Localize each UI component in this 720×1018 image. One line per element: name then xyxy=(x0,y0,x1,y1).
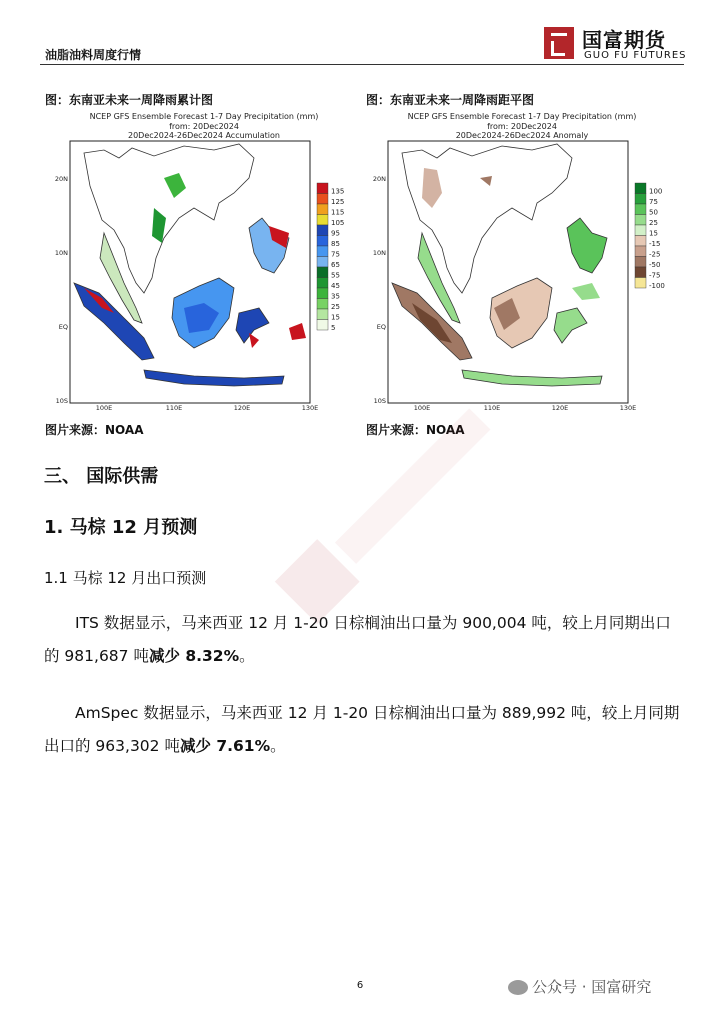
paragraph-text: ITS 数据显示，马来西亚 12 月 1-20 日棕榈油出口量为 900,004 吨，较上月同期出口的 981,687 吨 xyxy=(44,614,671,665)
wechat-icon xyxy=(508,980,528,995)
paragraph-amspec xyxy=(44,697,684,763)
legend-label: 35 xyxy=(331,292,340,301)
legend-swatch xyxy=(317,309,328,320)
legend-label: 65 xyxy=(331,261,340,269)
company-logo xyxy=(544,25,687,63)
legend-swatch xyxy=(635,246,646,257)
precipitation-accumulation-map xyxy=(44,108,364,416)
figure-right-source: 图片来源：NOAA xyxy=(366,423,465,437)
legend-label: 125 xyxy=(331,198,345,206)
legend-label: -25 xyxy=(649,250,661,259)
header-divider xyxy=(40,64,684,65)
wechat-label: 公众号 · 国富研究 xyxy=(532,978,652,996)
legend-swatch xyxy=(635,278,646,289)
paragraph-end: 。 xyxy=(239,647,255,665)
legend-swatch xyxy=(317,225,328,236)
map-title-line-1: NCEP GFS Ensemble Forecast 1-7 Day Precipitation (mm) xyxy=(407,112,637,121)
legend-label: -50 xyxy=(649,261,661,269)
paragraph-text: AmSpec 数据显示，马来西亚 12 月 1-20 日棕榈油出口量为 889,992 吨，较上月同期出口的 963,302 吨 xyxy=(44,704,680,755)
legend-label: 135 xyxy=(331,187,345,196)
figure-left-caption: 图：东南亚未来一周降雨累计图 xyxy=(45,93,214,107)
lat-label-eq: EQ xyxy=(376,323,386,331)
lat-label-20n: 20N xyxy=(54,175,68,183)
legend-swatch xyxy=(317,246,328,257)
paragraph-highlight: 减少 8.32% xyxy=(148,647,240,665)
logo-name-cn: 国富期货 xyxy=(582,28,666,52)
legend-swatch xyxy=(317,236,328,247)
page-number: 6 xyxy=(356,980,364,991)
legend-label: -75 xyxy=(649,271,661,280)
lat-label-10s: 10S xyxy=(373,397,386,405)
legend-swatch xyxy=(635,225,646,236)
header-title: 油脂油料周度行情 xyxy=(45,48,142,62)
legend-label: 75 xyxy=(331,250,340,259)
lon-label-130e: 130E xyxy=(619,404,637,412)
legend-swatch xyxy=(635,236,646,247)
legend-label: 95 xyxy=(331,229,340,238)
legend-swatch xyxy=(317,267,328,278)
legend-swatch xyxy=(635,215,646,226)
paragraph-end: 。 xyxy=(270,737,286,755)
legend-swatch xyxy=(317,215,328,226)
lon-label-100e: 100E xyxy=(95,404,113,412)
legend-label: 100 xyxy=(649,187,663,196)
legend-label: 25 xyxy=(649,219,658,227)
lat-label-10s: 10S xyxy=(55,397,68,405)
legend-label: 85 xyxy=(331,240,340,248)
legend-label: -15 xyxy=(649,240,661,248)
legend-swatch xyxy=(317,299,328,310)
legend-label: 75 xyxy=(649,198,658,206)
lon-label-130e: 130E xyxy=(301,404,319,412)
paragraph-highlight: 减少 7.61% xyxy=(179,737,271,755)
legend-swatch xyxy=(317,288,328,299)
legend-swatch xyxy=(317,194,328,205)
figure-right-caption: 图：东南亚未来一周降雨距平图 xyxy=(366,93,535,107)
figure-left-source: 图片来源：NOAA xyxy=(45,423,144,437)
legend-swatch xyxy=(635,204,646,215)
legend-label: 25 xyxy=(331,303,340,311)
lon-label-120e: 120E xyxy=(233,404,251,412)
legend-swatch xyxy=(317,320,328,331)
lat-label-20n: 20N xyxy=(372,175,386,183)
subsection-heading: 1. 马棕 12 月预测 xyxy=(44,517,198,538)
legend-swatch xyxy=(635,183,646,194)
legend-label: -100 xyxy=(649,282,665,290)
paragraph-its xyxy=(44,607,684,673)
lon-label-120e: 120E xyxy=(551,404,569,412)
legend-label: 115 xyxy=(331,208,345,217)
map-title-line-2: from: 20Dec2024 xyxy=(487,122,557,131)
legend-swatch xyxy=(635,194,646,205)
lat-label-10n: 10N xyxy=(54,249,68,257)
lat-label-eq: EQ xyxy=(58,323,68,331)
logo-icon xyxy=(544,27,574,59)
legend-swatch xyxy=(317,204,328,215)
legend-swatch xyxy=(635,257,646,268)
precipitation-anomaly-map xyxy=(362,108,682,416)
legend-label: 50 xyxy=(649,208,658,217)
legend-label: 45 xyxy=(331,282,340,290)
map-title-line-3: 20Dec2024-26Dec2024 Anomaly xyxy=(455,131,589,140)
map-title-line-3: 20Dec2024-26Dec2024 Accumulation xyxy=(128,131,280,140)
legend-label: 15 xyxy=(331,313,340,322)
legend-label: 15 xyxy=(649,229,658,238)
legend-label: 5 xyxy=(331,324,336,332)
lon-label-110e: 110E xyxy=(483,404,501,412)
lon-label-110e: 110E xyxy=(165,404,183,412)
legend-label: 55 xyxy=(331,271,340,280)
subsubsection-heading: 1.1 马棕 12 月出口预测 xyxy=(44,569,207,587)
legend-swatch xyxy=(317,183,328,194)
section-heading: 三、 国际供需 xyxy=(44,466,159,487)
map-title-line-2: from: 20Dec2024 xyxy=(169,122,239,131)
lon-label-100e: 100E xyxy=(413,404,431,412)
map-title-line-1: NCEP GFS Ensemble Forecast 1-7 Day Precipitation (mm) xyxy=(89,112,319,121)
legend-swatch xyxy=(635,267,646,278)
lat-label-10n: 10N xyxy=(372,249,386,257)
legend-swatch xyxy=(317,278,328,289)
logo-name-en: GUO FU FUTURES xyxy=(584,50,687,61)
wechat-account xyxy=(508,976,651,997)
legend-swatch xyxy=(317,257,328,268)
legend-label: 105 xyxy=(331,219,345,227)
